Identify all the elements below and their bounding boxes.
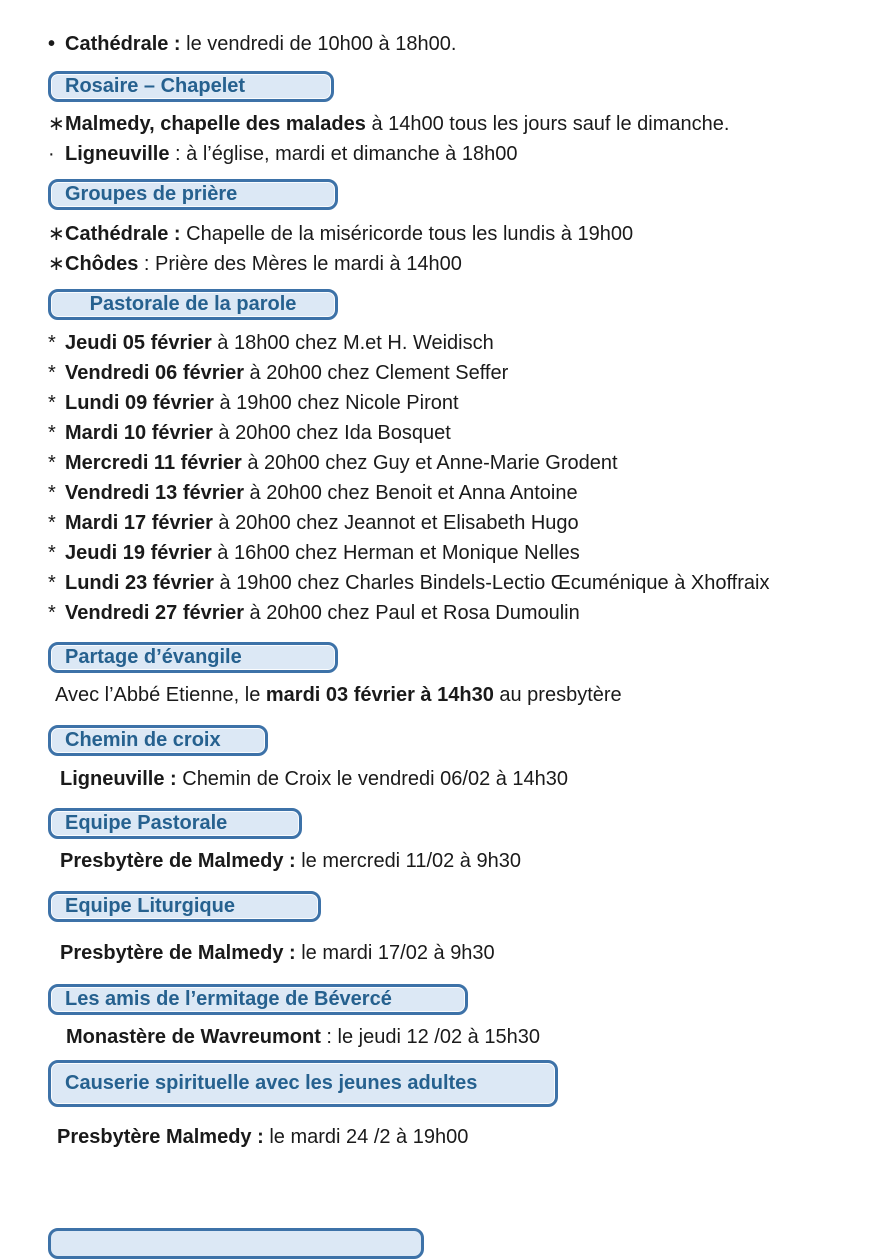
list-marker: *	[48, 602, 56, 624]
event-line	[57, 1123, 861, 1151]
event-detail: à 16h00 chez Herman et Monique Nelles	[211, 542, 580, 564]
list-marker: *	[48, 482, 56, 504]
event-line	[66, 1023, 861, 1051]
list-marker: *	[48, 362, 56, 384]
event-detail: à 20h00 chez Guy et Anne-Marie Grodent	[241, 452, 618, 474]
event-line	[48, 109, 861, 139]
section-title: Equipe Pastorale	[65, 812, 228, 834]
event-label: Cathédrale :	[65, 223, 181, 245]
event-detail: Chemin de Croix le vendredi 06/02 à 14h30	[176, 768, 569, 790]
section-title: Causerie spirituelle avec les jeunes adultes	[65, 1072, 478, 1094]
event-label: Mardi 10 février	[65, 422, 213, 444]
event-label: Lundi 23 février	[65, 572, 214, 594]
event-detail: : Prière des Mères le mardi à 14h00	[138, 253, 462, 275]
event-label: Ligneuville	[65, 143, 170, 165]
list-marker: ∗	[48, 113, 65, 135]
event-detail: au presbytère	[493, 684, 622, 706]
event-label: Presbytère de Malmedy :	[60, 850, 296, 872]
event-line	[48, 508, 861, 538]
event-detail: : à l’église, mardi et dimanche à 18h00	[169, 143, 518, 165]
list-marker: ∗	[48, 253, 65, 275]
event-line	[48, 448, 861, 478]
list-marker: *	[48, 392, 56, 414]
section-header	[48, 71, 334, 102]
event-detail: à 14h00 tous les jours sauf le dimanche.	[365, 113, 730, 135]
list-marker: *	[48, 422, 56, 444]
event-detail: à 19h00 chez Nicole Piront	[213, 392, 459, 414]
section-title: Rosaire – Chapelet	[65, 75, 246, 97]
event-line	[60, 847, 861, 875]
event-detail: à 19h00 chez Charles Bindels-Lectio Œcuménique à Xhoffraix	[213, 572, 770, 594]
event-label: Cathédrale :	[65, 33, 181, 55]
list-marker: ∗	[48, 223, 65, 245]
event-detail: à 20h00 chez Jeannot et Elisabeth Hugo	[212, 512, 579, 534]
event-detail: le vendredi de 10h00 à 18h00.	[180, 33, 457, 55]
event-label: Mercredi 11 février	[65, 452, 242, 474]
event-line	[60, 765, 861, 793]
event-detail: à 20h00 chez Benoit et Anna Antoine	[243, 482, 578, 504]
event-line	[60, 939, 861, 967]
event-detail: le mardi 24 /2 à 19h00	[263, 1126, 469, 1148]
event-line	[48, 478, 861, 508]
event-detail: : le jeudi 12 /02 à 15h30	[320, 1026, 540, 1048]
list-marker: ·	[48, 143, 55, 165]
event-label: Ligneuville :	[60, 768, 177, 790]
event-text-pre: Avec l’Abbé Etienne, le	[55, 684, 266, 706]
event-detail: à 20h00 chez Ida Bosquet	[212, 422, 451, 444]
section-header	[48, 984, 468, 1015]
event-detail: à 20h00 chez Paul et Rosa Dumoulin	[243, 602, 580, 624]
event-label: Presbytère de Malmedy :	[60, 942, 296, 964]
section-header	[48, 289, 338, 320]
event-detail: le mercredi 11/02 à 9h30	[295, 850, 521, 872]
section-header	[48, 891, 321, 922]
event-label: Mardi 17 février	[65, 512, 213, 534]
event-label: Malmedy, chapelle des malades	[65, 113, 366, 135]
list-marker: *	[48, 542, 56, 564]
event-detail: Chapelle de la miséricorde tous les lundis à 19h00	[180, 223, 634, 245]
event-line	[48, 388, 861, 418]
event-line	[48, 219, 861, 249]
section-title: Pastorale de la parole	[89, 293, 297, 315]
section-header	[48, 725, 268, 756]
event-label: mardi 03 février à 14h30	[265, 684, 494, 706]
event-line	[48, 249, 861, 279]
list-marker: *	[48, 572, 56, 594]
event-label: Lundi 09 février	[65, 392, 214, 414]
event-label: Jeudi 05 février	[65, 332, 212, 354]
event-label: Presbytère Malmedy :	[57, 1126, 264, 1148]
event-line	[48, 538, 861, 568]
section-header	[48, 808, 302, 839]
event-line	[48, 568, 861, 598]
event-line	[48, 358, 861, 388]
event-label: Chôdes	[65, 253, 139, 275]
section-title: Chemin de croix	[65, 729, 221, 751]
event-label: Jeudi 19 février	[65, 542, 212, 564]
section-header	[48, 1060, 558, 1107]
section-header	[48, 642, 338, 673]
event-line	[48, 139, 861, 169]
section-header	[48, 179, 338, 210]
event-line	[48, 418, 861, 448]
list-marker: *	[48, 512, 56, 534]
event-label: Vendredi 27 février	[65, 602, 244, 624]
list-marker: *	[48, 452, 56, 474]
partial-next-section-box	[48, 1228, 424, 1259]
list-marker: *	[48, 332, 56, 354]
section-title: Partage d’évangile	[65, 646, 242, 668]
sections	[48, 71, 861, 1151]
event-label: Vendredi 06 février	[65, 362, 244, 384]
event-line	[48, 598, 861, 628]
section-title: Equipe Liturgique	[65, 895, 235, 917]
bullet-icon: •	[48, 33, 56, 55]
event-detail: à 20h00 chez Clement Seffer	[243, 362, 509, 384]
event-detail: à 18h00 chez M.et H. Weidisch	[211, 332, 494, 354]
event-line	[55, 681, 861, 709]
event-label: Monastère de Wavreumont	[66, 1026, 321, 1048]
event-line	[48, 328, 861, 358]
event-label: Vendredi 13 février	[65, 482, 244, 504]
event-detail: le mardi 17/02 à 9h30	[295, 942, 495, 964]
section-title: Groupes de prière	[65, 183, 238, 205]
section-title: Les amis de l’ermitage de Bévercé	[65, 988, 392, 1010]
intro-line	[48, 30, 861, 58]
